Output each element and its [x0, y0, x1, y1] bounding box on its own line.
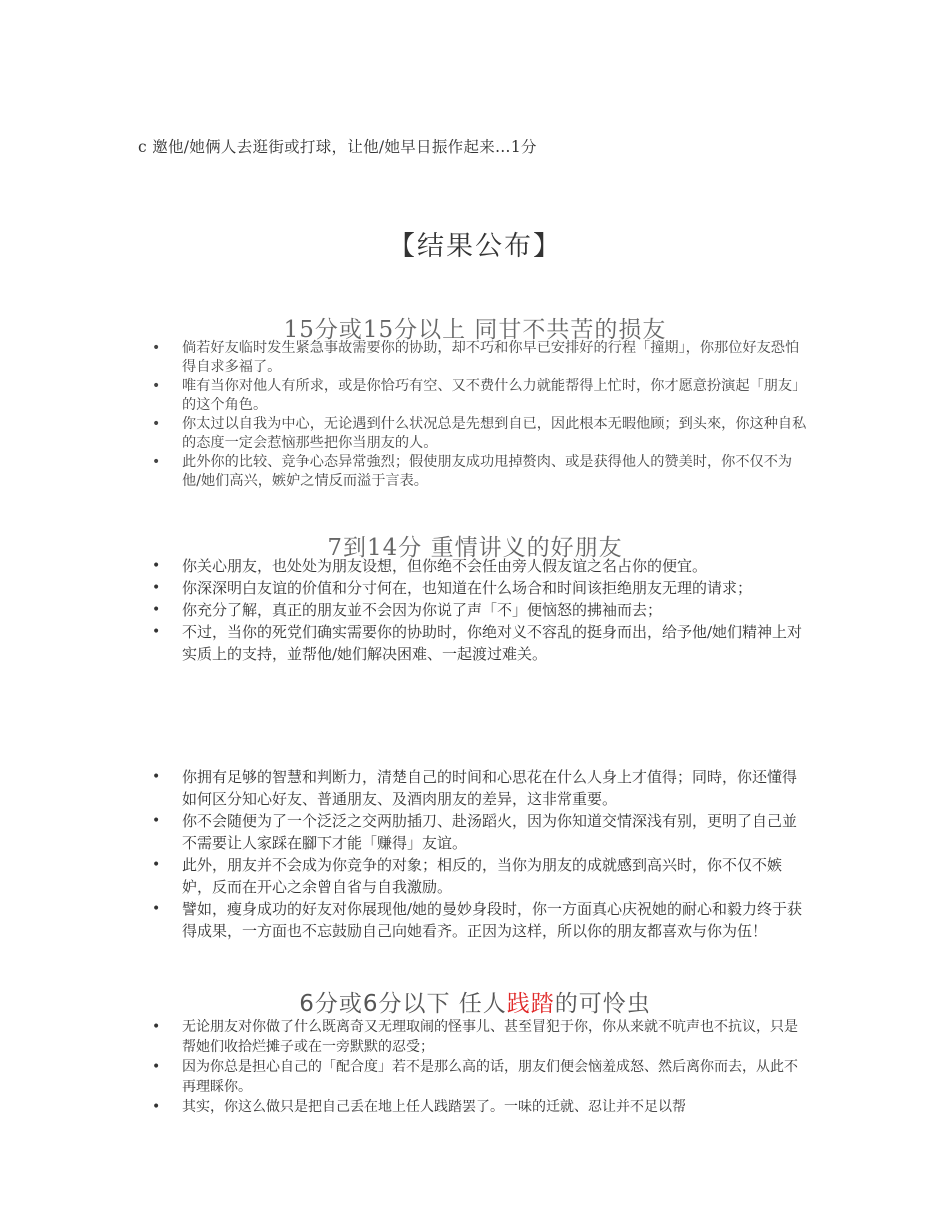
list-item: • 唯有当你对他人有所求，或是你恰巧有空、又不费什么力就能帮得上忙时，你才愿意扮演起「朋友」的这个角色。 [152, 378, 807, 413]
list-item: • 此外你的比较、竞争心态异常強烈；假使朋友成功甩掉赘肉、或是获得他人的赞美时，你不仅不为他/她们高兴，嫉妒之情反而溢于言表。 [152, 454, 793, 489]
list-item: • 此外，朋友并不会成为你竞争的对象；相反的，当你为朋友的成就感到高兴时，你不仅不嫉妒，反而在开心之余曾自省与自我激励。 [152, 856, 783, 896]
list-item: • 你充分了解，真正的朋友並不会因为你说了声「不」便恼怒的拂袖而去； [152, 601, 663, 619]
section-1-heading: 15分或15分以上 同甘不共苦的损友 [283, 317, 667, 343]
section-2-heading: 7到14分 重情讲义的好朋友 [327, 535, 623, 561]
list-item: • 你太过以自我为中心，无论遇到什么状况总是先想到自已，因此根本无暇他顾；到头來，你这种自私的态度一定会惹恼那些把你当朋友的人。 [152, 416, 807, 451]
list-item: • 你不会随便为了一个泛泛之交两肋插刀、赴汤蹈火，因为你知道交情深浅有别，更明了自己並不需要让人家踩在腳下才能「赚得」友谊。 [152, 812, 798, 852]
list-item: • 你拥有足够的智慧和判断力，清楚自己的时间和心思花在什么人身上才值得；同時，你还懂得如何区分知心好友、普通朋友、及酒肉朋友的差异，这非常重要。 [152, 768, 798, 808]
list-item: • 你关心朋友，也处处为朋友设想，但你绝不会任由旁人假友谊之名占你的便宜。 [152, 557, 708, 575]
list-item: • 因为你总是担心自己的「配合度」若不是那么高的话，朋友们便会恼羞成怒、然后离你而去，从此不再理睬你。 [152, 1059, 798, 1095]
bullet-icon: • [152, 340, 161, 356]
list-item: • 其实，你这么做只是把自己丢在地上任人践踏罢了。一味的迁就、忍让并不足以帮 [152, 1099, 686, 1115]
section-4-heading-part: 的 [554, 991, 579, 1017]
bullet-icon: • [152, 580, 161, 596]
bullet-icon: • [152, 901, 161, 917]
section-4-heading-part: 6分或6分以下 任人 [299, 991, 507, 1017]
option-c-text: c 邀他/她俩人去逛街或打球，让他/她早日振作起来…1分 [138, 138, 537, 156]
bullet-icon: • [152, 1019, 161, 1035]
bullet-icon: • [152, 454, 161, 470]
list-item: • 不过，当你的死党们确实需要你的协助时，你绝对义不容乱的挺身而出，给予他/她们精神上对实质上的支持，並帮他/她们解决困难、一起渡过难关。 [152, 623, 803, 663]
section-2-list [150, 555, 810, 665]
bullet-icon: • [152, 558, 161, 574]
bullet-icon: • [152, 857, 161, 873]
bullet-icon: • [152, 416, 161, 432]
result-title: 【结果公布】 [388, 231, 562, 262]
section-3-list [150, 766, 810, 942]
bullet-icon: • [152, 769, 161, 785]
list-item: • 倘若好友临时发生紧急事故需要你的协助，却不巧和你早已安排好的行程「撞期」，你那位好友恐怕得自求多福了。 [152, 340, 800, 375]
bullet-icon: • [152, 602, 161, 618]
list-item: • 你深深明白友谊的价值和分寸何在，也知道在什么场合和时间该拒绝朋友无理的请求； [152, 579, 753, 597]
section-4-list [150, 1017, 810, 1117]
bullet-icon: • [152, 1059, 161, 1075]
section-4-heading-highlight: 践踏 [506, 991, 555, 1017]
bullet-icon: • [152, 378, 161, 394]
list-item: • 无论朋友对你做了什么既离奇又无理取闹的怪事儿、甚至冒犯于你，你从来就不吭声也不抗议，只是帮她们收拾烂摊子或在一旁默默的忍受； [152, 1019, 798, 1055]
bullet-icon: • [152, 1099, 161, 1115]
section-4-heading-part: 可怜虫 [578, 991, 651, 1017]
bullet-icon: • [152, 813, 161, 829]
section-4-heading [0, 985, 950, 1018]
section-1-list [150, 339, 810, 491]
bullet-icon: • [152, 624, 161, 640]
list-item: • 譬如，瘦身成功的好友对你展现他/她的曼妙身段时，你一方面真心庆祝她的耐心和毅力终于获得成果，一方面也不忘鼓励自己向她看齐。正因为这样，所以你的朋友都喜欢与你为伍！ [152, 900, 803, 940]
